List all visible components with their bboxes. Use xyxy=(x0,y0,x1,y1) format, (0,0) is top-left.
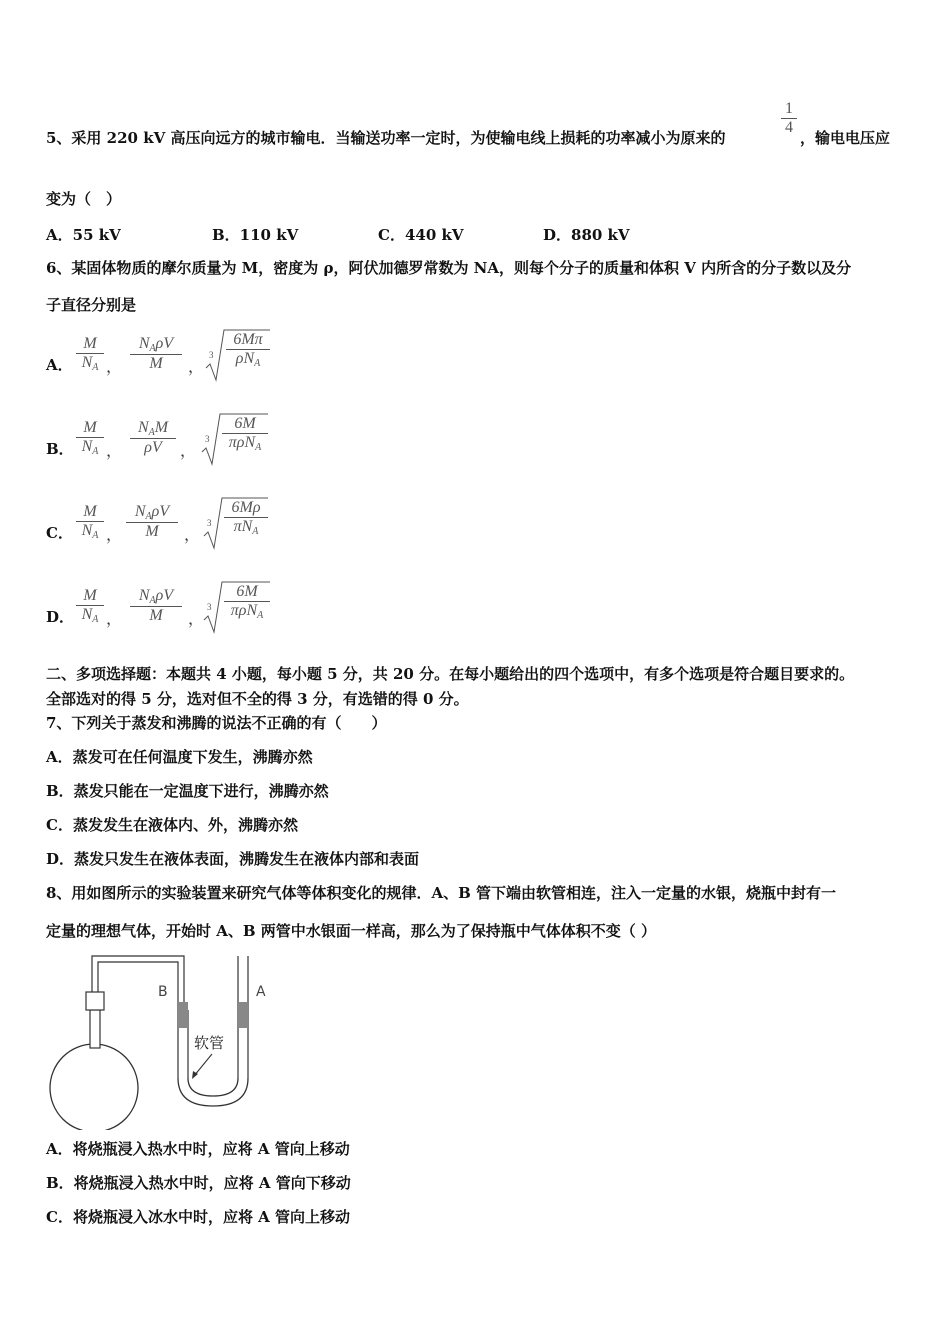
root-index: 3 xyxy=(207,518,212,528)
q6-c-comma2: ， xyxy=(184,525,201,544)
q8-stem-line1: 8、用如图所示的实验装置来研究气体等体积变化的规律．A、B 管下端由软管相连，注入一定量的水银，烧瓶中封有一 xyxy=(46,884,836,902)
q6-option-d-label: D． xyxy=(46,608,75,626)
q5-stem-line1: 5、采用 220 kV 高压向远方的城市输电．当输送功率一定时，为使输电线上损耗的功率减小为原来的 xyxy=(46,129,726,147)
q6-a-count-fraction: $N_A\rho V$ M xyxy=(130,335,182,373)
flask-bulb xyxy=(50,1044,138,1130)
q8-option-c: C．将烧瓶浸入冰水中时，应将 A 管向上移动 xyxy=(46,1208,351,1226)
q8-option-a: A．将烧瓶浸入热水中时，应将 A 管向上移动 xyxy=(46,1140,350,1158)
q6-c-comma1: ， xyxy=(106,525,123,544)
q6-b-comma1: ， xyxy=(106,441,123,460)
mercury-a xyxy=(238,1002,248,1028)
q5-option-a: A．55 kV xyxy=(46,226,121,244)
q6-stem-line1: 6、某固体物质的摩尔质量为 M，密度为 ρ，阿伏加德罗常数为 NA，则每个分子的质量和体积 V 内所含的分子数以及分 xyxy=(46,259,852,277)
q6-a-comma2: ， xyxy=(188,357,205,376)
q6-b-count-fraction: $N_AM$ ρV xyxy=(130,419,176,457)
q6-a-mass-fraction: $\frac{M}{N_A}$ xyxy=(76,335,104,373)
q6-option-b-label: B． xyxy=(46,440,74,458)
q6-c-mass-fraction: $\frac{M}{N_A}$ xyxy=(76,503,104,541)
mercury-b xyxy=(178,1002,188,1028)
q6-d-count-fraction: $N_A\rho V$ M xyxy=(130,587,182,625)
tube-a-label: A xyxy=(256,984,266,1000)
root-fraction: 6M πρN$_A$ xyxy=(224,583,270,621)
q5-stem-line2: 变为（ ） xyxy=(46,190,122,208)
q6-c-count-fraction: $N_A\rho V$ M xyxy=(126,503,178,541)
q6-a-diameter-root xyxy=(204,328,270,384)
root-fraction: 6M πρN$_A$ xyxy=(222,415,268,453)
q6-d-comma2: ， xyxy=(188,609,205,628)
root-index: 3 xyxy=(207,602,212,612)
q6-option-a-label: A． xyxy=(46,356,73,374)
q6-c-diameter-root xyxy=(202,496,268,552)
flask-neck xyxy=(90,1010,100,1048)
tube-b-label: B xyxy=(158,984,168,1000)
hose-pointer-arrow xyxy=(194,1054,212,1076)
root-fraction: 6Mπ $\rho N_A$ xyxy=(226,331,270,369)
q7-option-d: D．蒸发只发生在液体表面，沸腾发生在液体内部和表面 xyxy=(46,850,420,868)
q6-stem-line2: 子直径分别是 xyxy=(46,296,137,314)
stopper xyxy=(86,992,104,1010)
q5-stem-line1-end: ，输电电压应 xyxy=(800,129,891,147)
gas-law-apparatus-figure xyxy=(44,950,284,1130)
section2-heading-line2: 全部选对的得 5 分，选对但不全的得 3 分，有选错的得 0 分。 xyxy=(46,690,469,708)
section2-heading-line1: 二、多项选择题：本题共 4 小题，每小题 5 分，共 20 分。在每小题给出的四个选项中，有多个选项是符合题目要求的。 xyxy=(46,665,855,683)
root-index: 3 xyxy=(209,350,214,360)
q6-b-mass-fraction: $\frac{M}{N_A}$ xyxy=(76,419,104,457)
q6-d-diameter-root xyxy=(202,580,270,636)
q7-stem: 7、下列关于蒸发和沸腾的说法不正确的有（ ） xyxy=(46,714,387,732)
q5-fraction-one-quarter: 1 4 xyxy=(781,100,797,137)
root-index: 3 xyxy=(205,434,210,444)
q7-option-c: C．蒸发发生在液体内、外，沸腾亦然 xyxy=(46,816,298,834)
q5-option-d: D．880 kV xyxy=(543,226,630,244)
rubber-hose xyxy=(178,1078,248,1106)
q6-b-comma2: ， xyxy=(180,441,197,460)
q6-d-comma1: ， xyxy=(106,609,123,628)
q8-stem-line2: 定量的理想气体，开始时 A、B 两管中水银面一样高，那么为了保持瓶中气体体积不变（ ） xyxy=(46,922,656,940)
q6-d-mass-fraction: $\frac{M}{N_A}$ xyxy=(76,587,104,625)
q7-option-b: B．蒸发只能在一定温度下进行，沸腾亦然 xyxy=(46,782,329,800)
q7-option-a: A．蒸发可在任何温度下发生，沸腾亦然 xyxy=(46,748,313,766)
q6-a-comma1: ， xyxy=(106,357,123,376)
q6-option-c-label: C． xyxy=(46,524,73,542)
root-fraction: 6Mρ $\pi N_A$ xyxy=(224,499,268,537)
q5-option-c: C．440 kV xyxy=(378,226,464,244)
q6-b-diameter-root xyxy=(200,412,268,468)
connecting-tube xyxy=(92,956,184,1010)
q5-option-b: B．110 kV xyxy=(212,226,299,244)
hose-label: 软管 xyxy=(194,1034,225,1052)
q8-option-b: B．将烧瓶浸入热水中时，应将 A 管向下移动 xyxy=(46,1174,351,1192)
